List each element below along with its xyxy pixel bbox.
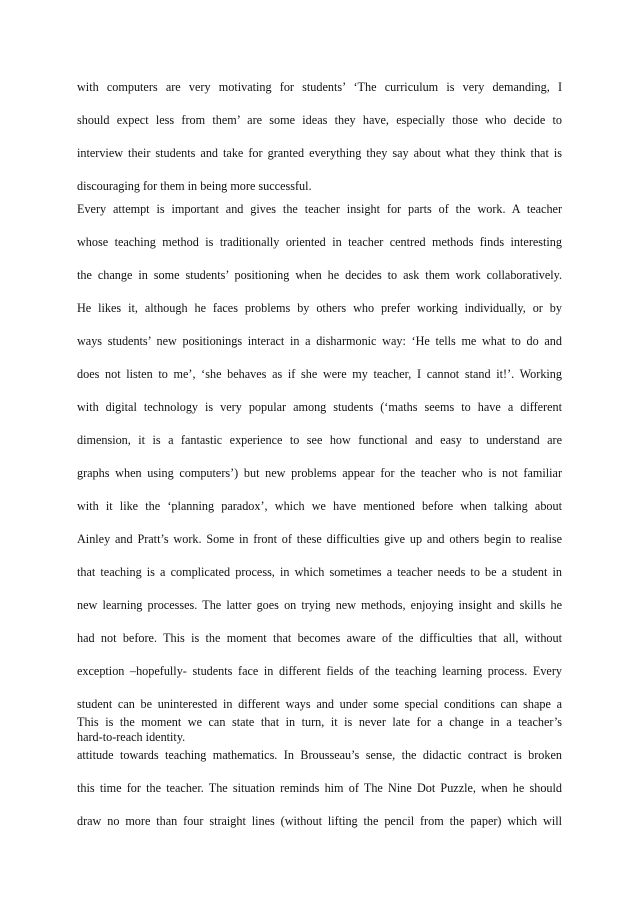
text-line: had not before. This is the moment that becomes aware of the difficulties that all, without [77,631,562,645]
paragraph-2 [77,193,562,754]
text-line: He likes it, although he faces problems by others who prefer working individually, or by [77,301,562,315]
text-line: with computers are very motivating for students’ ‘The curriculum is very demanding, I [77,80,562,94]
text-line: should expect less from them’ are some ideas they have, especially those who decide to [77,113,562,127]
text-line: attitude towards teaching mathematics. In Brousseau’s sense, the didactic contract is broken [77,748,562,762]
text-line: hard-to-reach identity. [77,730,186,744]
text-line: Ainley and Pratt’s work. Some in front of these difficulties give up and others begin to realise [77,532,562,546]
text-line: student can be uninterested in different ways and under some special conditions can shape a [77,697,562,711]
paragraph-3 [77,706,562,838]
text-line: with it like the ‘planning paradox’, which we have mentioned before when talking about [77,499,562,513]
text-line: Every attempt is important and gives the teacher insight for parts of the work. A teacher [77,202,562,216]
text-line: draw no more than four straight lines (without lifting the pencil from the paper) which will [77,814,562,828]
text-line: the change in some students’ positioning when he decides to ask them work collaboratively. [77,268,562,282]
text-line: This is the moment we can state that in turn, it is never late for a change in a teacher’s [77,715,562,729]
text-line: this time for the teacher. The situation reminds him of The Nine Dot Puzzle, when he should [77,781,562,795]
text-line: interview their students and take for granted everything they say about what they think that is [77,146,562,160]
paragraph-1 [77,71,562,203]
text-line: exception –hopefully- students face in different fields of the teaching learning process. Every [77,664,562,678]
text-line: whose teaching method is traditionally oriented in teacher centred methods finds interesting [77,235,562,249]
text-line: with digital technology is very popular among students (‘maths seems to have a different [77,400,562,414]
text-line: dimension, it is a fantastic experience to see how functional and easy to understand are [77,433,562,447]
text-line: that teaching is a complicated process, in which sometimes a teacher needs to be a student in [77,565,562,579]
text-line: ways students’ new positionings interact in a disharmonic way: ‘He tells me what to do and [77,334,562,348]
text-line: new learning processes. The latter goes on trying new methods, enjoying insight and skills he [77,598,562,612]
text-line: does not listen to me’, ‘she behaves as if she were my teacher, I cannot stand it!’. Working [77,367,562,381]
text-line: discouraging for them in being more successful. [77,179,312,193]
text-line: graphs when using computers’) but new problems appear for the teacher who is not familiar [77,466,562,480]
